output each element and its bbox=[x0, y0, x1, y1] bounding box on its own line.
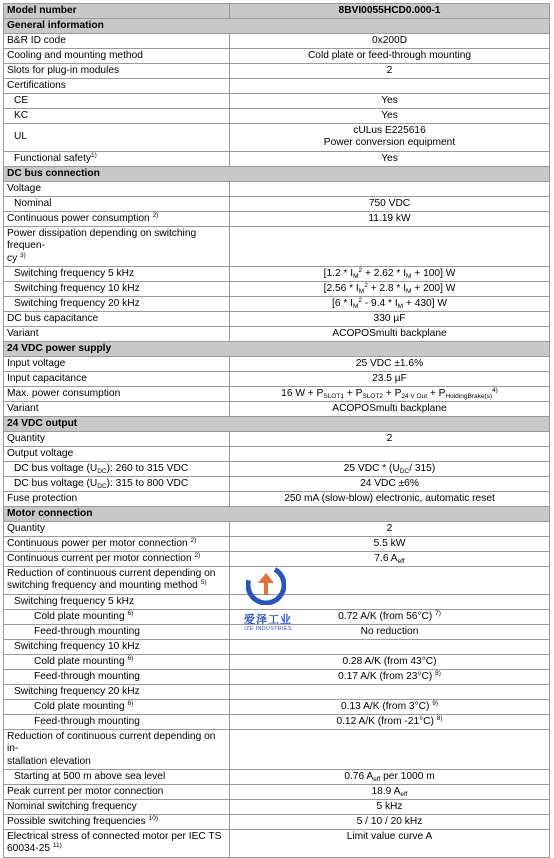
spec-table bbox=[3, 3, 550, 858]
table-row bbox=[4, 151, 550, 166]
table-row bbox=[4, 211, 550, 226]
row-value bbox=[230, 124, 550, 152]
label-line-2: switching frequency and mounting method bbox=[7, 580, 198, 592]
row-label: Voltage bbox=[4, 181, 230, 196]
row-label: DC bus capacitance bbox=[4, 312, 230, 327]
table-row bbox=[4, 181, 550, 196]
row-label: Switching frequency 20 kHz bbox=[4, 684, 230, 699]
section-motor bbox=[4, 507, 550, 522]
ul-line-1: cULus E225616 bbox=[353, 125, 426, 136]
row-label: Variant bbox=[4, 327, 230, 342]
row-label: Nominal bbox=[4, 196, 230, 211]
row-label: CE bbox=[4, 94, 230, 109]
footnote-ref: 3) bbox=[20, 251, 26, 259]
row-value bbox=[230, 267, 550, 282]
label-part: ): 315 to 800 VDC bbox=[106, 477, 189, 489]
row-value: 25 VDC ±1.6% bbox=[230, 357, 550, 372]
footnote-ref: 4) bbox=[492, 386, 498, 394]
row-value bbox=[230, 297, 550, 312]
row-label: Switching frequency 5 kHz bbox=[4, 594, 230, 609]
watermark-en-text: IZE INDUSTRIES bbox=[244, 626, 292, 632]
formula-sub: M bbox=[397, 302, 404, 310]
formula-sub: 24 V Out bbox=[401, 392, 428, 400]
section-title: General information bbox=[4, 19, 550, 34]
row-label: B&R ID code bbox=[4, 34, 230, 49]
row-label bbox=[4, 552, 230, 567]
value-sub: eff bbox=[400, 790, 408, 798]
table-row bbox=[4, 699, 550, 714]
row-value: 330 µF bbox=[230, 312, 550, 327]
formula-sub: HoldingBrake(s) bbox=[445, 392, 493, 400]
formula-part: [1.2 * I bbox=[323, 267, 354, 279]
section-dc-bus bbox=[4, 166, 550, 181]
row-label bbox=[4, 699, 230, 714]
row-value bbox=[230, 684, 550, 699]
row-value: 24 VDC ±6% bbox=[230, 477, 550, 492]
watermark-cn-text: 爱泽工业 bbox=[244, 613, 292, 626]
label-text: Continuous current per motor connection bbox=[7, 552, 192, 564]
datasheet bbox=[3, 3, 549, 858]
row-value bbox=[230, 462, 550, 477]
value-part: 0.12 A/K (from -21°C) bbox=[336, 715, 434, 727]
formula-sub: M bbox=[353, 272, 359, 280]
value-part: 25 VDC * (U bbox=[343, 462, 400, 474]
label-part: DC bus voltage (U bbox=[14, 462, 98, 474]
table-row bbox=[4, 297, 550, 312]
formula-part: + P bbox=[382, 387, 402, 399]
footnote-ref: 11) bbox=[52, 842, 62, 850]
label-text: Possible switching frequencies bbox=[7, 815, 146, 827]
table-row bbox=[4, 327, 550, 342]
row-value bbox=[230, 729, 550, 769]
label-text: Cold plate mounting bbox=[34, 610, 125, 622]
ul-line-2: Power conversion equipment bbox=[323, 137, 456, 149]
formula-part: 16 W + P bbox=[281, 387, 324, 399]
table-row bbox=[4, 462, 550, 477]
row-label: Cooling and mounting method bbox=[4, 49, 230, 64]
formula-part: + 2.8 * I bbox=[367, 282, 407, 294]
formula-part: + 100] W bbox=[411, 267, 456, 279]
row-label: Switching frequency 10 kHz bbox=[4, 282, 230, 297]
table-row bbox=[4, 94, 550, 109]
row-value bbox=[230, 770, 550, 785]
watermark bbox=[228, 565, 328, 645]
table-row bbox=[4, 785, 550, 800]
row-label bbox=[4, 226, 230, 266]
row-value: Yes bbox=[230, 109, 550, 124]
row-label: KC bbox=[4, 109, 230, 124]
table-row bbox=[4, 800, 550, 815]
table-row bbox=[4, 522, 550, 537]
table-row bbox=[4, 714, 550, 729]
table-row bbox=[4, 79, 550, 94]
label-text: Continuous power consumption bbox=[7, 212, 150, 224]
row-label bbox=[4, 537, 230, 552]
label-text: Cold plate mounting bbox=[34, 655, 125, 667]
formula-sub: M bbox=[406, 272, 412, 280]
row-value: Cold plate or feed-through mounting bbox=[230, 49, 550, 64]
formula-part: + P bbox=[427, 387, 446, 399]
row-value: Yes bbox=[230, 151, 550, 166]
value-part: 0.17 A/K (from 23°C) bbox=[338, 670, 433, 682]
formula-part: [6 * I bbox=[332, 297, 353, 309]
table-row bbox=[4, 357, 550, 372]
table-row bbox=[4, 770, 550, 785]
footnote-ref: 5) bbox=[200, 579, 207, 587]
table-row bbox=[4, 312, 550, 327]
row-label bbox=[4, 729, 230, 769]
table-row bbox=[4, 815, 550, 830]
row-value bbox=[230, 387, 550, 402]
row-value bbox=[230, 79, 550, 94]
row-label: Switching frequency 20 kHz bbox=[4, 297, 230, 312]
row-value: ACOPOSmulti backplane bbox=[230, 327, 550, 342]
row-value: 2 bbox=[230, 522, 550, 537]
label-line-2: 60034-25 bbox=[7, 843, 51, 855]
footnote-ref: 8) bbox=[436, 714, 443, 722]
label-line-1: Reduction of continuous current depending on bbox=[7, 568, 216, 580]
row-label: Variant bbox=[4, 402, 230, 417]
model-number: 8BVI0055HCD0.000-1 bbox=[230, 4, 550, 19]
table-row bbox=[4, 124, 550, 152]
value-sub: eff bbox=[373, 775, 381, 783]
footnote-ref: 1) bbox=[91, 151, 97, 159]
table-row bbox=[4, 109, 550, 124]
formula-part: + 200] W bbox=[411, 282, 456, 294]
row-label bbox=[4, 815, 230, 830]
row-value: 5 / 10 / 20 kHz bbox=[230, 815, 550, 830]
formula-sup: 2 bbox=[364, 281, 368, 289]
row-value: 23.5 µF bbox=[230, 372, 550, 387]
row-label bbox=[4, 462, 230, 477]
formula-sub: M bbox=[358, 287, 365, 295]
row-label: Max. power consumption bbox=[4, 387, 230, 402]
table-row bbox=[4, 196, 550, 211]
table-row bbox=[4, 669, 550, 684]
label-text: Cold plate mounting bbox=[34, 700, 125, 712]
row-label bbox=[4, 151, 230, 166]
row-value: 250 mA (slow-blow) electronic, automatic reset bbox=[230, 492, 550, 507]
value-part: / 315) bbox=[409, 462, 436, 474]
row-label: Input capacitance bbox=[4, 372, 230, 387]
row-label: Feed-through mounting bbox=[4, 669, 230, 684]
row-label bbox=[4, 477, 230, 492]
footnote-ref: 9) bbox=[432, 699, 439, 707]
footnote-ref: 8) bbox=[435, 669, 441, 677]
section-title: 24 VDC power supply bbox=[4, 342, 550, 357]
table-row bbox=[4, 830, 550, 858]
row-value bbox=[230, 181, 550, 196]
table-row bbox=[4, 226, 550, 266]
table-row bbox=[4, 477, 550, 492]
row-value: Yes bbox=[230, 94, 550, 109]
footnote-ref: 2) bbox=[194, 551, 201, 559]
row-value: ACOPOSmulti backplane bbox=[230, 402, 550, 417]
label-sub: DC bbox=[97, 467, 107, 475]
value-part: per 1000 m bbox=[380, 770, 435, 782]
table-row bbox=[4, 64, 550, 79]
table-row bbox=[4, 684, 550, 699]
table-row bbox=[4, 447, 550, 462]
row-value: 5 kHz bbox=[230, 800, 550, 815]
label-line-2: cy bbox=[7, 252, 18, 264]
footnote-ref: 6) bbox=[127, 699, 134, 707]
watermark-logo-icon bbox=[246, 565, 286, 605]
row-label: Switching frequency 5 kHz bbox=[4, 267, 230, 282]
value-part: 0.13 A/K (from 3°C) bbox=[340, 700, 430, 712]
formula-sub: SLOT2 bbox=[362, 392, 383, 400]
row-label: Slots for plug-in modules bbox=[4, 64, 230, 79]
row-label: Peak current per motor connection bbox=[4, 785, 230, 800]
value-part: 0.72 A/K (from 56°C) bbox=[338, 610, 433, 622]
table-row bbox=[4, 492, 550, 507]
row-label bbox=[4, 609, 230, 624]
table-header-row bbox=[4, 4, 550, 19]
table-row bbox=[4, 372, 550, 387]
row-value bbox=[230, 714, 550, 729]
row-value bbox=[230, 669, 550, 684]
footnote-ref: 2) bbox=[152, 211, 159, 219]
formula-part: + 2.62 * I bbox=[362, 267, 407, 279]
label-part: DC bus voltage (U bbox=[14, 477, 98, 489]
row-label: Feed-through mounting bbox=[4, 714, 230, 729]
row-value: 5.5 kW bbox=[230, 537, 550, 552]
label-text: Continuous power per motor connection bbox=[7, 537, 188, 549]
section-title: 24 VDC output bbox=[4, 417, 550, 432]
formula-part: + P bbox=[343, 387, 363, 399]
row-value: 11.19 kW bbox=[230, 211, 550, 226]
row-label: Starting at 500 m above sea level bbox=[4, 770, 230, 785]
row-label: UL bbox=[4, 124, 230, 152]
label-line-1: Power dissipation depending on switching frequen- bbox=[7, 227, 197, 252]
row-value bbox=[230, 785, 550, 800]
table-row bbox=[4, 402, 550, 417]
row-value: 0x200D bbox=[230, 34, 550, 49]
footnote-ref: 7) bbox=[435, 609, 441, 617]
table-row bbox=[4, 267, 550, 282]
row-value: No reduction bbox=[230, 624, 550, 639]
row-label bbox=[4, 654, 230, 669]
label-part: ): 260 to 315 VDC bbox=[106, 462, 189, 474]
row-value bbox=[230, 282, 550, 297]
formula-part: [2.56 * I bbox=[323, 282, 359, 294]
row-value bbox=[230, 226, 550, 266]
formula-sub: M bbox=[352, 302, 359, 310]
label-line-2: stallation elevation bbox=[7, 755, 91, 767]
table-row bbox=[4, 387, 550, 402]
row-label: Switching frequency 10 kHz bbox=[4, 639, 230, 654]
row-label: Nominal switching frequency bbox=[4, 800, 230, 815]
value-part: 0.76 A bbox=[344, 770, 374, 782]
section-24vdc-supply bbox=[4, 342, 550, 357]
table-row bbox=[4, 34, 550, 49]
table-row bbox=[4, 432, 550, 447]
footnote-ref: 6) bbox=[127, 609, 134, 617]
row-label: Certifications bbox=[4, 79, 230, 94]
formula-sub: M bbox=[406, 287, 412, 295]
footnote-ref: 2) bbox=[190, 536, 197, 544]
value-part: 18.9 A bbox=[371, 785, 401, 797]
formula-sup: 2 bbox=[358, 266, 363, 274]
section-24vdc-output bbox=[4, 417, 550, 432]
formula-sub: SLOT1 bbox=[323, 392, 344, 400]
label-line-1: Reduction of continuous current depending on in- bbox=[7, 730, 216, 755]
row-label bbox=[4, 830, 230, 858]
value-sub: DC bbox=[399, 467, 410, 475]
table-row bbox=[4, 537, 550, 552]
row-value: Limit value curve A bbox=[230, 830, 550, 858]
section-title: DC bus connection bbox=[4, 166, 550, 181]
footnote-ref: 10) bbox=[148, 814, 158, 822]
row-label: Quantity bbox=[4, 522, 230, 537]
label-line-1: Electrical stress of connected motor per IEC TS bbox=[7, 831, 222, 843]
row-value: 2 bbox=[230, 432, 550, 447]
footnote-ref: 6) bbox=[127, 654, 134, 662]
value-part: 7.6 A bbox=[374, 552, 398, 564]
header-label: Model number bbox=[4, 4, 230, 19]
row-label: Input voltage bbox=[4, 357, 230, 372]
table-row bbox=[4, 729, 550, 769]
label-sub: DC bbox=[97, 482, 107, 490]
row-label: Quantity bbox=[4, 432, 230, 447]
formula-part: + 430] W bbox=[403, 297, 447, 309]
section-general bbox=[4, 19, 550, 34]
table-row bbox=[4, 282, 550, 297]
table-row bbox=[4, 654, 550, 669]
row-value: 0.28 A/K (from 43°C) bbox=[230, 654, 550, 669]
row-label: Feed-through mounting bbox=[4, 624, 230, 639]
row-label: Output voltage bbox=[4, 447, 230, 462]
formula-sup: 2 bbox=[358, 296, 362, 304]
row-value bbox=[230, 447, 550, 462]
section-title: Motor connection bbox=[4, 507, 550, 522]
label-text: Functional safety bbox=[14, 152, 92, 164]
row-value bbox=[230, 699, 550, 714]
formula-part: - 9.4 * I bbox=[362, 297, 398, 309]
row-label bbox=[4, 567, 230, 595]
table-row bbox=[4, 49, 550, 64]
row-value: 750 VDC bbox=[230, 196, 550, 211]
row-value: 2 bbox=[230, 64, 550, 79]
row-label: Fuse protection bbox=[4, 492, 230, 507]
value-sub: eff bbox=[397, 557, 405, 565]
row-label bbox=[4, 211, 230, 226]
